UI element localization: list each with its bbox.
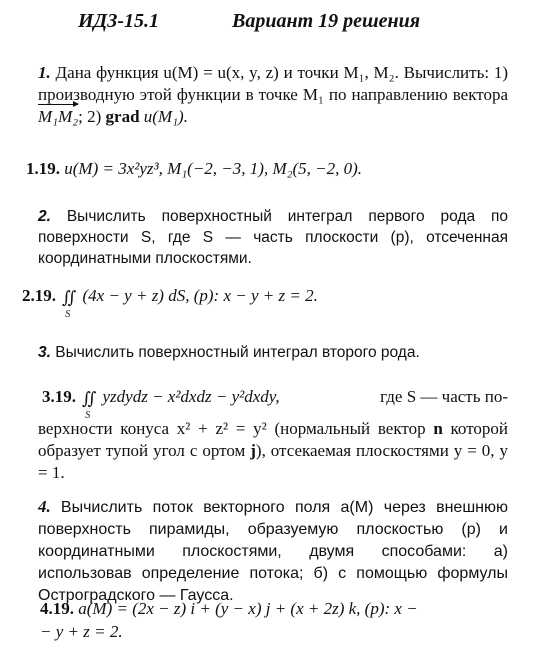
task-1-text-c: u(M₁). (143, 107, 188, 126)
integral-subscript: S (65, 309, 71, 320)
task-3-19-text-c: ), отсекаемая плоскостями y = 0, y = 1. (38, 441, 508, 482)
task-1-grad: grad (105, 107, 140, 126)
formula-4-19-number: 4.19. (40, 599, 74, 618)
task-4-statement (38, 496, 508, 606)
formula-4-19 (40, 598, 510, 620)
formula-1-19-expr: u(M) = 3x²yz³, M₁(−2, −3, 1), M₂(5, −2, 0). (64, 159, 363, 178)
task-3-19-text-a: верхности конуса x² + z² = y² (нормальный вектор (38, 419, 426, 438)
formula-3-19-tail: где S — часть по- (380, 387, 508, 406)
surface-integral-symbol-3: ∬ S (80, 388, 98, 410)
task-3-text: Вычислить поверхностный интеграл второго рода. (55, 344, 420, 361)
unit-vector-j: j (250, 441, 256, 460)
task-1-vector: M₁M₂ (38, 107, 79, 126)
task-4-number: 4. (38, 497, 51, 516)
task-1-text: Дана функция u(M) = u(x, y, z) и точки M₁, M₂. Вычислить: 1) производную этой функции в точке M₁ по направлению вектора (38, 63, 509, 104)
formula-4-19-line-1: a(M) = (2x − z) i + (y − x) j + (x + 2z) k, (p): x − (78, 599, 418, 618)
formula-2-19-expr: (4x − y + z) dS, (p): x − y + z = 2. (82, 286, 318, 305)
formula-1-19 (26, 158, 496, 180)
surface-integral-symbol: ∬ S (60, 287, 78, 309)
formula-2-19 (22, 285, 492, 320)
variant-title: Вариант 19 решения (232, 10, 421, 32)
task-1-statement (38, 62, 508, 128)
task-3-number: 3. (38, 344, 51, 361)
formula-4-19-line-2: − y + z = 2. (40, 622, 123, 641)
task-3-statement (38, 342, 508, 363)
formula-4-19-continued (40, 621, 510, 643)
integral-subscript-3: S (85, 410, 91, 421)
formula-3-19-number: 3.19. (42, 387, 76, 406)
task-3-19-text-b: которой образует тупой угол с ортом (38, 419, 509, 460)
normal-vector-n: n (433, 419, 443, 438)
task-1-text-b: ; 2) (78, 107, 102, 126)
task-2-text: Вычислить поверхностный интеграл первого рода по поверхности S, где S — часть плоскости (p), отсеченная координатными плоскостями. (38, 208, 508, 267)
task-2-statement (38, 206, 508, 269)
formula-3-19-expr: yzdydz − x²dxdz − y²dxdy, (102, 387, 280, 406)
task-4-text: Вычислить поток векторного поля a(M) через внешнюю поверхность пирамиды, образуемую плоскостью (p) и координатными плоскостями, двумя способами: а) использовав определение потока; б) с помощью формулы Остроградского — Гаусса. (38, 499, 508, 604)
formula-1-19-number: 1.19. (26, 159, 60, 178)
formula-3-19 (42, 386, 508, 421)
task-1-number: 1. (38, 63, 51, 82)
assignment-title: ИДЗ-15.1 (78, 10, 160, 32)
formula-2-19-number: 2.19. (22, 286, 56, 305)
task-2-number: 2. (38, 208, 51, 225)
task-3-19-text (38, 418, 508, 484)
